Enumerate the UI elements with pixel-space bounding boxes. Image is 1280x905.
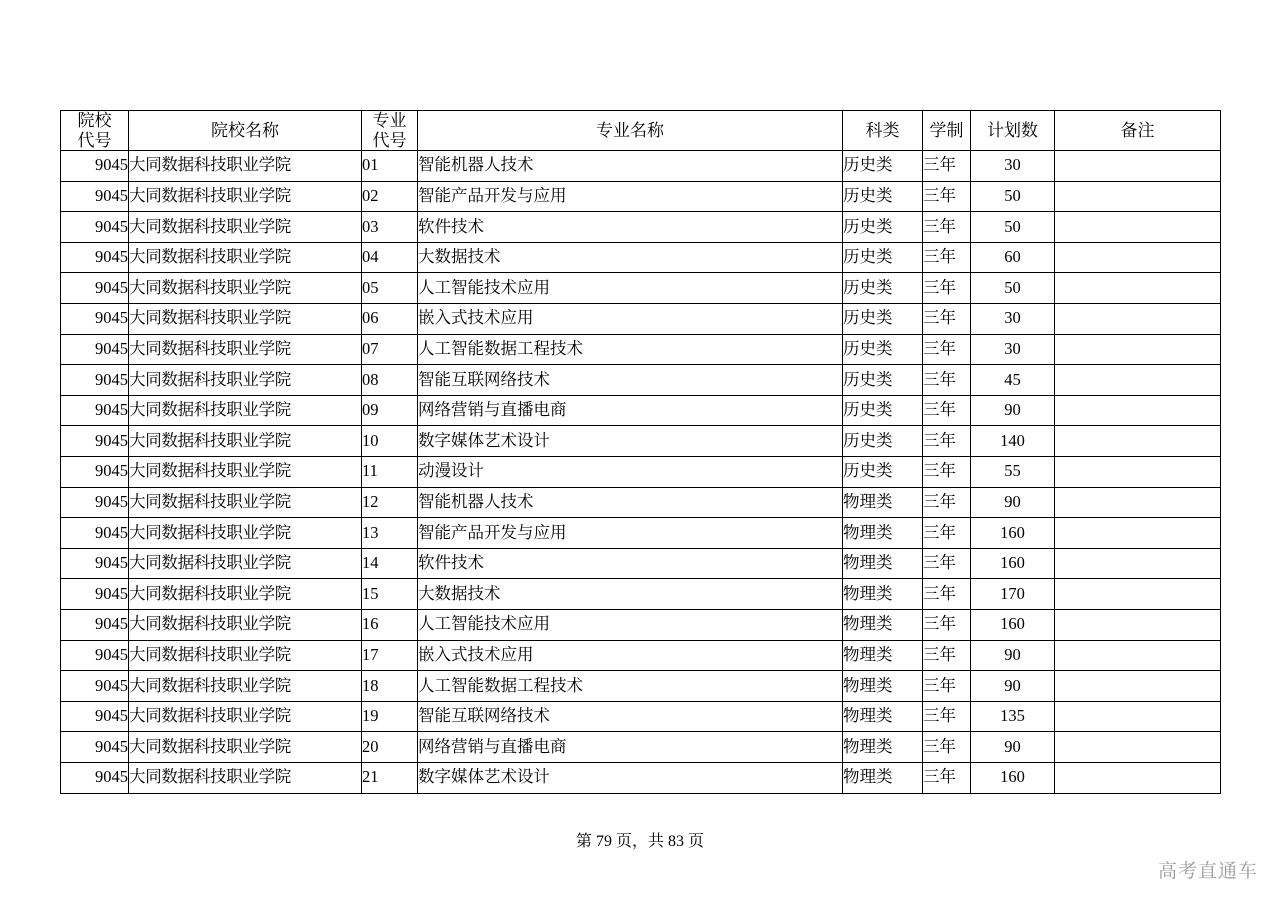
cell-major-code: 21	[362, 762, 418, 793]
cell-school-name: 大同数据科技职业学院	[129, 212, 362, 243]
cell-category: 物理类	[843, 701, 923, 732]
cell-major-code: 09	[362, 395, 418, 426]
cell-school-name: 大同数据科技职业学院	[129, 395, 362, 426]
cell-category: 历史类	[843, 181, 923, 212]
cell-major-code: 03	[362, 212, 418, 243]
cell-school-code: 9045	[61, 395, 129, 426]
cell-plan-count: 160	[971, 762, 1055, 793]
cell-major-name: 智能产品开发与应用	[418, 181, 843, 212]
table-row	[61, 426, 1221, 457]
cell-major-name: 大数据技术	[418, 242, 843, 273]
column-header-category: 科类	[843, 111, 923, 151]
cell-major-code: 06	[362, 304, 418, 335]
cell-plan-count: 160	[971, 518, 1055, 549]
cell-major-code: 17	[362, 640, 418, 671]
cell-duration: 三年	[923, 457, 971, 488]
cell-school-name: 大同数据科技职业学院	[129, 640, 362, 671]
cell-school-name: 大同数据科技职业学院	[129, 579, 362, 610]
cell-remark	[1055, 610, 1221, 641]
page-footer: 第 79 页，共 83 页	[575, 833, 704, 850]
cell-plan-count: 30	[971, 334, 1055, 365]
cell-school-code: 9045	[61, 212, 129, 243]
cell-remark	[1055, 334, 1221, 365]
cell-plan-count: 160	[971, 548, 1055, 579]
cell-major-code: 04	[362, 242, 418, 273]
cell-plan-count: 170	[971, 579, 1055, 610]
cell-remark	[1055, 273, 1221, 304]
cell-school-code: 9045	[61, 273, 129, 304]
cell-major-code: 14	[362, 548, 418, 579]
cell-major-code: 20	[362, 732, 418, 763]
cell-category: 物理类	[843, 487, 923, 518]
table-row	[61, 304, 1221, 335]
cell-plan-count: 45	[971, 365, 1055, 396]
cell-major-code: 18	[362, 671, 418, 702]
table-row	[61, 334, 1221, 365]
cell-school-code: 9045	[61, 671, 129, 702]
cell-category: 历史类	[843, 365, 923, 396]
cell-remark	[1055, 671, 1221, 702]
table-row	[61, 610, 1221, 641]
cell-school-code: 9045	[61, 487, 129, 518]
cell-school-code: 9045	[61, 365, 129, 396]
cell-category: 历史类	[843, 457, 923, 488]
cell-school-code: 9045	[61, 181, 129, 212]
table-row	[61, 548, 1221, 579]
cell-plan-count: 50	[971, 181, 1055, 212]
cell-school-name: 大同数据科技职业学院	[129, 365, 362, 396]
cell-school-name: 大同数据科技职业学院	[129, 548, 362, 579]
cell-major-code: 07	[362, 334, 418, 365]
table-row	[61, 395, 1221, 426]
cell-remark	[1055, 457, 1221, 488]
cell-duration: 三年	[923, 640, 971, 671]
cell-remark	[1055, 548, 1221, 579]
cell-duration: 三年	[923, 181, 971, 212]
cell-duration: 三年	[923, 151, 971, 182]
cell-remark	[1055, 151, 1221, 182]
table-row	[61, 365, 1221, 396]
table-header	[61, 111, 1221, 151]
cell-category: 历史类	[843, 426, 923, 457]
cell-category: 历史类	[843, 273, 923, 304]
cell-school-name: 大同数据科技职业学院	[129, 334, 362, 365]
cell-duration: 三年	[923, 334, 971, 365]
cell-remark	[1055, 426, 1221, 457]
table-row	[61, 212, 1221, 243]
cell-duration: 三年	[923, 671, 971, 702]
cell-major-code: 12	[362, 487, 418, 518]
cell-school-code: 9045	[61, 518, 129, 549]
column-header-school-name: 院校名称	[129, 111, 362, 151]
table-row	[61, 151, 1221, 182]
cell-school-code: 9045	[61, 457, 129, 488]
cell-plan-count: 90	[971, 640, 1055, 671]
table-header-row	[61, 111, 1221, 151]
cell-school-name: 大同数据科技职业学院	[129, 151, 362, 182]
cell-category: 物理类	[843, 732, 923, 763]
cell-major-name: 智能互联网络技术	[418, 701, 843, 732]
cell-major-code: 08	[362, 365, 418, 396]
cell-school-code: 9045	[61, 242, 129, 273]
cell-school-name: 大同数据科技职业学院	[129, 242, 362, 273]
cell-plan-count: 90	[971, 487, 1055, 518]
cell-remark	[1055, 212, 1221, 243]
cell-major-name: 数字媒体艺术设计	[418, 762, 843, 793]
cell-major-name: 大数据技术	[418, 579, 843, 610]
cell-duration: 三年	[923, 701, 971, 732]
cell-category: 物理类	[843, 610, 923, 641]
cell-remark	[1055, 762, 1221, 793]
cell-major-name: 动漫设计	[418, 457, 843, 488]
cell-category: 物理类	[843, 762, 923, 793]
cell-major-code: 10	[362, 426, 418, 457]
cell-major-name: 智能产品开发与应用	[418, 518, 843, 549]
cell-school-name: 大同数据科技职业学院	[129, 487, 362, 518]
column-header-duration: 学制	[923, 111, 971, 151]
table-row	[61, 671, 1221, 702]
cell-duration: 三年	[923, 212, 971, 243]
cell-major-code: 02	[362, 181, 418, 212]
cell-remark	[1055, 518, 1221, 549]
cell-category: 物理类	[843, 579, 923, 610]
table-row	[61, 242, 1221, 273]
cell-major-name: 智能互联网络技术	[418, 365, 843, 396]
cell-major-name: 人工智能技术应用	[418, 273, 843, 304]
cell-school-code: 9045	[61, 334, 129, 365]
cell-category: 历史类	[843, 334, 923, 365]
cell-remark	[1055, 365, 1221, 396]
column-header-major-name: 专业名称	[418, 111, 843, 151]
cell-duration: 三年	[923, 304, 971, 335]
cell-category: 物理类	[843, 640, 923, 671]
cell-duration: 三年	[923, 610, 971, 641]
cell-major-code: 19	[362, 701, 418, 732]
cell-remark	[1055, 395, 1221, 426]
cell-major-name: 智能机器人技术	[418, 487, 843, 518]
cell-major-code: 15	[362, 579, 418, 610]
cell-category: 历史类	[843, 151, 923, 182]
cell-plan-count: 90	[971, 732, 1055, 763]
cell-duration: 三年	[923, 762, 971, 793]
cell-remark	[1055, 640, 1221, 671]
cell-school-code: 9045	[61, 579, 129, 610]
cell-category: 历史类	[843, 304, 923, 335]
cell-major-code: 05	[362, 273, 418, 304]
column-header-plan-count: 计划数	[971, 111, 1055, 151]
cell-school-code: 9045	[61, 304, 129, 335]
cell-remark	[1055, 242, 1221, 273]
cell-category: 历史类	[843, 242, 923, 273]
cell-category: 物理类	[843, 671, 923, 702]
cell-major-name: 网络营销与直播电商	[418, 395, 843, 426]
cell-school-name: 大同数据科技职业学院	[129, 762, 362, 793]
cell-plan-count: 55	[971, 457, 1055, 488]
table-body	[61, 151, 1221, 793]
table-row	[61, 181, 1221, 212]
cell-plan-count: 30	[971, 151, 1055, 182]
cell-remark	[1055, 487, 1221, 518]
cell-remark	[1055, 732, 1221, 763]
cell-school-code: 9045	[61, 640, 129, 671]
cell-plan-count: 90	[971, 671, 1055, 702]
cell-school-name: 大同数据科技职业学院	[129, 426, 362, 457]
cell-duration: 三年	[923, 365, 971, 396]
table-row	[61, 487, 1221, 518]
cell-major-name: 智能机器人技术	[418, 151, 843, 182]
cell-plan-count: 160	[971, 610, 1055, 641]
cell-major-name: 人工智能数据工程技术	[418, 334, 843, 365]
cell-school-name: 大同数据科技职业学院	[129, 273, 362, 304]
cell-school-name: 大同数据科技职业学院	[129, 518, 362, 549]
cell-major-code: 11	[362, 457, 418, 488]
cell-school-name: 大同数据科技职业学院	[129, 732, 362, 763]
cell-school-name: 大同数据科技职业学院	[129, 701, 362, 732]
cell-duration: 三年	[923, 273, 971, 304]
cell-school-name: 大同数据科技职业学院	[129, 671, 362, 702]
cell-school-code: 9045	[61, 426, 129, 457]
cell-major-name: 人工智能技术应用	[418, 610, 843, 641]
watermark: 高考直通车	[1157, 861, 1258, 882]
cell-major-name: 软件技术	[418, 548, 843, 579]
cell-school-code: 9045	[61, 701, 129, 732]
cell-school-code: 9045	[61, 610, 129, 641]
cell-duration: 三年	[923, 242, 971, 273]
cell-category: 物理类	[843, 548, 923, 579]
cell-plan-count: 30	[971, 304, 1055, 335]
cell-major-name: 网络营销与直播电商	[418, 732, 843, 763]
enrollment-plan-table	[60, 110, 1221, 794]
cell-major-name: 人工智能数据工程技术	[418, 671, 843, 702]
cell-duration: 三年	[923, 732, 971, 763]
cell-category: 历史类	[843, 395, 923, 426]
cell-category: 物理类	[843, 518, 923, 549]
cell-duration: 三年	[923, 395, 971, 426]
table-row	[61, 732, 1221, 763]
cell-major-name: 嵌入式技术应用	[418, 640, 843, 671]
cell-remark	[1055, 304, 1221, 335]
cell-duration: 三年	[923, 548, 971, 579]
cell-major-name: 嵌入式技术应用	[418, 304, 843, 335]
cell-duration: 三年	[923, 518, 971, 549]
table-row	[61, 579, 1221, 610]
cell-plan-count: 135	[971, 701, 1055, 732]
cell-school-code: 9045	[61, 732, 129, 763]
cell-plan-count: 50	[971, 273, 1055, 304]
cell-major-name: 数字媒体艺术设计	[418, 426, 843, 457]
table-row	[61, 457, 1221, 488]
column-header-remark: 备注	[1055, 111, 1221, 151]
cell-duration: 三年	[923, 579, 971, 610]
table-row	[61, 640, 1221, 671]
table-row	[61, 273, 1221, 304]
table-row	[61, 518, 1221, 549]
cell-major-code: 16	[362, 610, 418, 641]
cell-school-code: 9045	[61, 151, 129, 182]
cell-school-name: 大同数据科技职业学院	[129, 610, 362, 641]
cell-plan-count: 50	[971, 212, 1055, 243]
column-header-major-code: 专业 代号	[362, 111, 418, 151]
cell-school-code: 9045	[61, 762, 129, 793]
cell-duration: 三年	[923, 487, 971, 518]
cell-major-name: 软件技术	[418, 212, 843, 243]
table-row	[61, 701, 1221, 732]
cell-school-code: 9045	[61, 548, 129, 579]
cell-school-name: 大同数据科技职业学院	[129, 181, 362, 212]
cell-duration: 三年	[923, 426, 971, 457]
cell-remark	[1055, 701, 1221, 732]
cell-major-code: 01	[362, 151, 418, 182]
cell-remark	[1055, 181, 1221, 212]
cell-school-name: 大同数据科技职业学院	[129, 304, 362, 335]
cell-category: 历史类	[843, 212, 923, 243]
cell-plan-count: 90	[971, 395, 1055, 426]
cell-plan-count: 140	[971, 426, 1055, 457]
cell-remark	[1055, 579, 1221, 610]
table-row	[61, 762, 1221, 793]
column-header-school-code: 院校 代号	[61, 111, 129, 151]
cell-plan-count: 60	[971, 242, 1055, 273]
cell-school-name: 大同数据科技职业学院	[129, 457, 362, 488]
cell-major-code: 13	[362, 518, 418, 549]
